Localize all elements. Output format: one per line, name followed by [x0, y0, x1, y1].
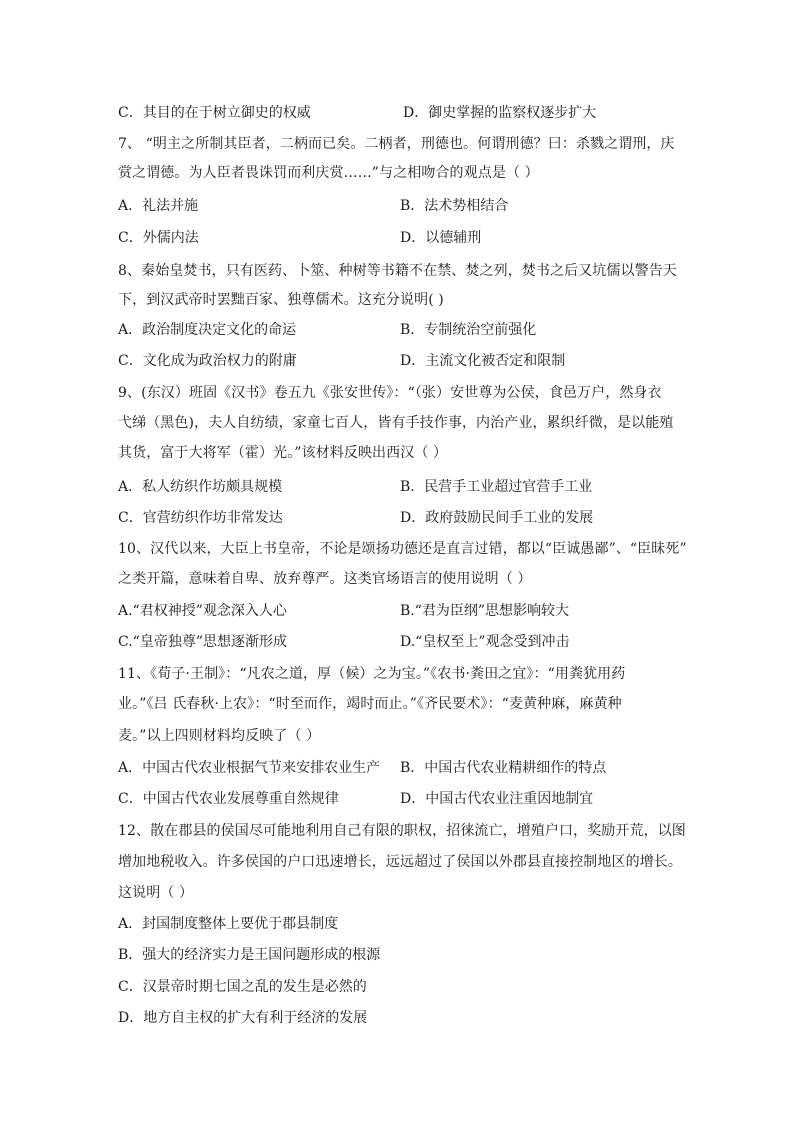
- question-11-line-3: 麦。”以上四则材料均反映了（ ）: [118, 728, 321, 744]
- question-10-option-a: A.“君权神授”观念深入人心: [118, 603, 287, 619]
- question-10-line-1: 10、汉代以来，大臣上书皇帝，不论是颂扬功德还是直言过错，都以“臣诚愚鄙”、“臣昧死”: [118, 541, 687, 557]
- question-7-option-d: D．以德辅刑: [400, 230, 482, 246]
- question-11-option-d: D．中国古代农业注重因地制宜: [400, 791, 594, 807]
- question-9-line-1: 9、(东汉）班固《汉书》卷五九《张安世传》：“（张）安世尊为公侯，食邑万户，然身衣: [118, 385, 662, 401]
- question-8-option-b: B．专制统治空前强化: [400, 322, 537, 338]
- question-10-option-b: B.“君为臣纲”思想影响较大: [400, 603, 570, 619]
- question-8-option-a: A．政治制度决定文化的命运: [118, 322, 297, 338]
- question-12-line-3: 这说明（ ）: [118, 885, 194, 901]
- question-10-option-c: C.“皇帝独尊”思想逐渐形成: [118, 634, 287, 650]
- question-7-option-c: C．外儒内法: [118, 230, 199, 246]
- question-11-option-c: C．中国古代农业发展尊重自然规律: [118, 791, 339, 807]
- question-12-option-c: C．汉景帝时期七国之乱的发生是必然的: [118, 979, 367, 995]
- question-8-line-2: 下，到汉武帝时罢黜百家、独尊儒术。这充分说明( ): [118, 292, 444, 308]
- question-8-line-1: 8、秦始皇焚书，只有医药、卜筮、种树等书籍不在禁、焚之列，焚书之后又坑儒以警告天: [118, 263, 677, 279]
- carry-option-row: [118, 103, 311, 123]
- question-10-option-d: D.“皇权至上”观念受到冲击: [400, 634, 570, 650]
- question-9-option-a: A．私人纺织作坊颇具规模: [118, 479, 283, 495]
- question-11-option-a: A．中国古代农业根据气节来安排农业生产: [118, 760, 381, 776]
- question-7-option-b: B．法术势相结合: [400, 198, 509, 214]
- question-12-line-1: 12、散在郡县的侯国尽可能地利用自己有限的职权，招徕流亡，增殖户口，奖励开荒，以图: [118, 823, 686, 839]
- question-8-option-c: C．文化成为政治权力的附庸: [118, 353, 297, 369]
- question-9-option-c: C．官营纺织作坊非常发达: [118, 510, 283, 526]
- question-9-line-3: 其货，富于大将军（霍）光。”该材料反映出西汉（ ）: [118, 445, 448, 461]
- option-c: C．其目的在于树立御史的权威: [118, 105, 311, 121]
- question-7-option-a: A．礼法并施: [118, 198, 199, 214]
- question-10-line-2: 之类开篇，意味着自卑、放弃尊严。这类官场语言的使用说明（ ）: [118, 571, 532, 587]
- question-12-option-b: B．强大的经济实力是王国问题形成的根源: [118, 947, 381, 963]
- question-7-line-1: 7、 “明主之所制其臣者，二柄而已矣。二柄者，刑德也。何谓刑德？曰：杀戮之谓刑，庆: [118, 136, 675, 152]
- question-9-line-2: 弋绨（黑色)，夫人自纺绩，家童七百人，皆有手技作事，内治产业，累织纤微，是以能殖: [118, 415, 674, 431]
- question-11-line-2: 业。”《吕 氏春秋·上农》：“时至而作，竭时而止。”《齐民要术》：“麦黄种麻，麻黄种: [118, 696, 622, 712]
- question-7-line-2: 赏之谓德。为人臣者畏诛罚而利庆赏……”与之相吻合的观点是（ ）: [118, 165, 539, 181]
- question-12-line-2: 增加地税收入。许多侯国的户口迅速增长，远远超过了侯国以外郡县直接控制地区的增长。: [118, 854, 682, 870]
- question-9-option-d: D．政府鼓励民间手工业的发展: [400, 510, 594, 526]
- question-11-option-b: B．中国古代农业精耕细作的特点: [400, 760, 607, 776]
- question-12-option-d: D．地方自主权的扩大有利于经济的发展: [118, 1010, 368, 1026]
- question-12-option-a: A．封国制度整体上要优于郡县制度: [118, 916, 339, 932]
- carry-option-d: [403, 103, 596, 123]
- question-8-option-d: D．主流文化被否定和限制: [400, 353, 566, 369]
- option-d: D．御史掌握的监察权逐步扩大: [403, 105, 597, 121]
- question-9-option-b: B．民营手工业超过官营手工业: [400, 479, 593, 495]
- question-11-line-1: 11、《荀子·王制》：“凡农之道，厚（候）之为宝。”《农书·粪田之宜》：“用粪犹用药: [118, 666, 626, 682]
